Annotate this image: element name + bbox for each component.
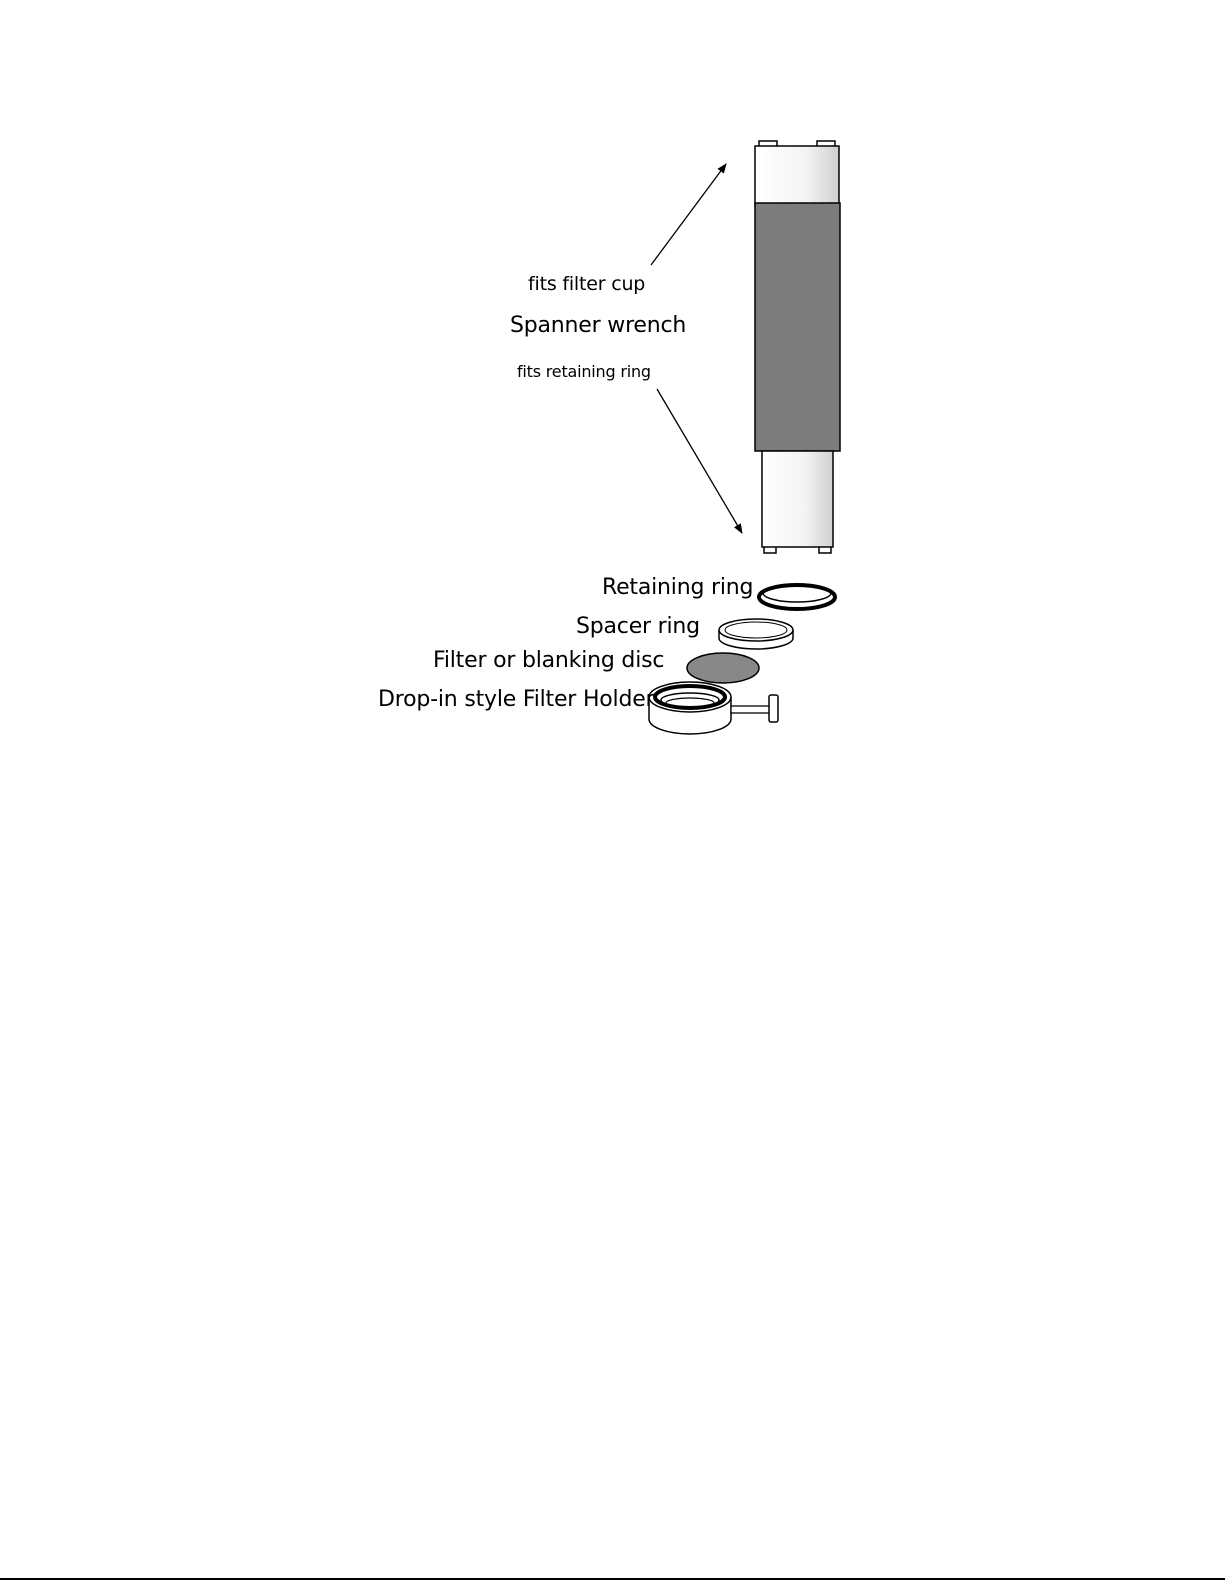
label-spacer-ring: Spacer ring xyxy=(576,614,700,639)
label-fits-filter-cup: fits filter cup xyxy=(528,273,646,295)
label-filter-holder: Drop-in style Filter Holder xyxy=(378,687,655,712)
spanner-wrench xyxy=(755,141,840,553)
label-fits-retaining-ring: fits retaining ring xyxy=(517,362,651,381)
label-spanner-wrench: Spanner wrench xyxy=(510,313,687,338)
label-retaining-ring: Retaining ring xyxy=(602,575,754,600)
page-bottom-rule xyxy=(0,1578,1225,1580)
arrow-to-retaining-ring xyxy=(657,389,742,533)
retaining-ring xyxy=(759,584,835,609)
filter-blanking-disc xyxy=(687,653,759,683)
label-filter-disc: Filter or blanking disc xyxy=(433,648,665,673)
arrow-to-filter-cup xyxy=(651,164,726,265)
wrench-top-end xyxy=(755,141,839,206)
holder-thumbscrew xyxy=(731,695,778,722)
wrench-bottom-end xyxy=(762,451,833,553)
spacer-ring xyxy=(719,619,793,649)
drop-in-filter-holder xyxy=(649,682,778,734)
wrench-grip xyxy=(755,203,840,451)
